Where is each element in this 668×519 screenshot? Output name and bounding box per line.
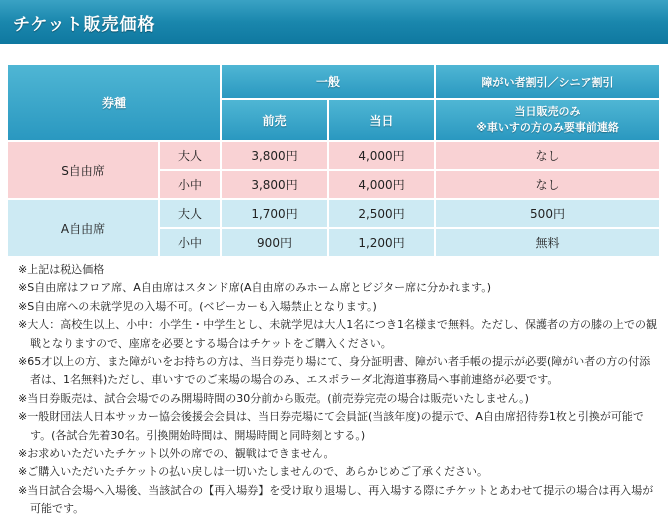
notes-list — [18, 261, 658, 519]
row-sameday: 2,500円 — [329, 200, 434, 227]
price-table — [6, 63, 661, 258]
title-bar — [0, 0, 668, 44]
header-sameday: 当日 — [329, 100, 434, 140]
note-item: ※上記は税込価格 — [18, 263, 105, 276]
row-discount: なし — [436, 171, 659, 198]
header-advance: 前売 — [222, 100, 327, 140]
row-sameday: 4,000円 — [329, 171, 434, 198]
note-item: ※一般財団法人日本サッカー協会後援会会員は、当日券売場にて会員証(当該年度)の提示で、A自由席招待券1枚と引換が可能です。(各試合先着30名。引換開始時間は、開場時間と同時刻とする。) — [18, 410, 644, 442]
row-category: 小中 — [160, 171, 220, 198]
note-item: ※当日券販売は、試合会場でのみ開場時間の30分前から販売。(前売券完売の場合は販売いたしません。) — [18, 391, 529, 405]
discount-note-line2: ※車いすの方のみ要事前連絡 — [476, 121, 619, 134]
header-discount-note — [436, 100, 659, 140]
header-general: 一般 — [222, 65, 434, 98]
table-row — [8, 200, 659, 227]
row-advance: 1,700円 — [222, 200, 327, 227]
row-discount: 無料 — [436, 229, 659, 256]
row-advance: 900円 — [222, 229, 327, 256]
note-item: ※ご購入いただいたチケットの払い戻しは一切いたしませんので、あらかじめご了承ください。 — [18, 465, 489, 479]
row-discount: なし — [436, 142, 659, 169]
row-category: 小中 — [160, 229, 220, 256]
row-advance: 3,800円 — [222, 171, 327, 198]
row-discount: 500円 — [436, 200, 659, 227]
note-item: ※お求めいただいたチケット以外の席での、観戦はできません。 — [18, 447, 335, 461]
header-ticket-type: 券種 — [8, 65, 220, 140]
seat-a: A自由席 — [8, 200, 158, 256]
note-item: ※S自由席はフロア席、A自由席はスタンド席(A自由席のみホーム席とビジター席に分かれます。) — [18, 281, 492, 295]
note-item: ※当日試合会場へ入場後、当該試合の【再入場券】を受け取り退場し、再入場する際にチケットとあわせて提示の場合は再入場が可能です。 — [18, 483, 654, 516]
row-category: 大人 — [160, 200, 220, 227]
row-sameday: 4,000円 — [329, 142, 434, 169]
seat-s: S自由席 — [8, 142, 158, 198]
note-item: ※S自由席への未就学児の入場不可。(ベビーカーも入場禁止となります。) — [18, 299, 377, 313]
note-item: ※大人：高校生以上、小中：小学生・中学生とし、未就学児は大人1名につき1名様まで無料。ただし、保護者の方の膝の上での観戦となりますので、座席を必要とする場合はチケットをご購入ください。 — [18, 318, 657, 350]
note-item: ※65才以上の方、また障がいをお持ちの方は、当日券売り場にて、身分証明書、障がい者手帳の提示が必要(障がい者の方の付添者は、1名無料)ただし、車いすでのご来場の場合のみ、エスポラーダ北海道事務局へ事前連絡が必要です。 — [18, 355, 651, 387]
row-advance: 3,800円 — [222, 142, 327, 169]
discount-note-line1: 当日販売のみ — [514, 105, 581, 118]
row-sameday: 1,200円 — [329, 229, 434, 256]
row-category: 大人 — [160, 142, 220, 169]
table-row — [8, 142, 659, 169]
page-title: チケット販売価格 — [13, 15, 156, 35]
header-discount: 障がい者割引／シニア割引 — [436, 65, 659, 98]
